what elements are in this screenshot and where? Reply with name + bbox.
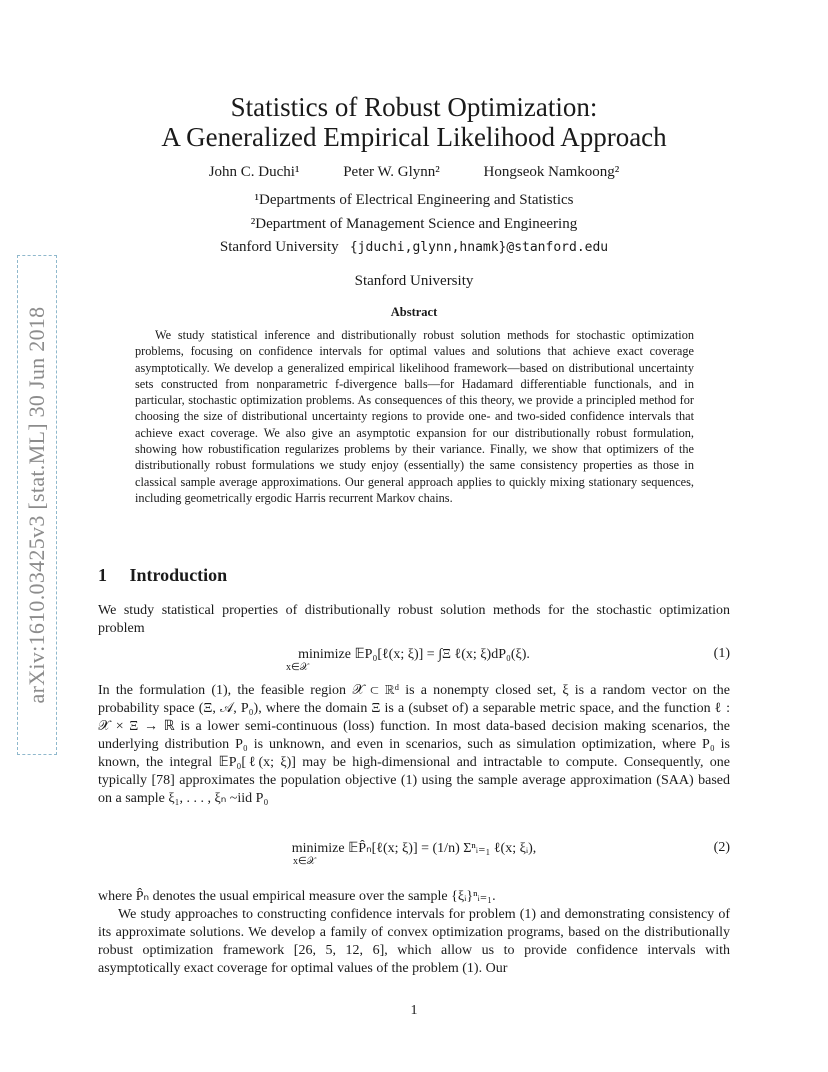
title-line-2: A Generalized Empirical Likelihood Approach (161, 122, 667, 152)
abstract-text: We study statistical inference and distributionally robust solution methods for stochastic optimization problems, focusing on confidence intervals for optimal values and solutions that achieve exact coverage asymptotically. We develop a generalized empirical likelihood framework—based on distributional uncertainty sets constructed from nonparametric f-divergence balls—for Hadamard differentiable functionals, and in particular, stochastic optimization problems. As consequences of this theory, we provide a principled method for choosing the size of distributional uncertainty regions to provide one- and two-sided confidence intervals that achieve exact coverage. We also give an asymptotic expansion for our distributionally robust formulation, showing how robustification regularizes problems by their variance. Finally, we show that optimizers of the distributionally robust formulations we study enjoy (essentially) the same consistency properties as those in classical sample average approximations. Our general approach applies to quickly mixing stationary sequences, including geometrically ergodic Harris recurrent Markov chains. (135, 328, 694, 505)
section-title: Introduction (129, 565, 228, 585)
section-number: 1 (98, 565, 107, 585)
author-2: Peter W. Glynn² (343, 164, 440, 180)
title-line-1: Statistics of Robust Optimization: (230, 92, 598, 122)
affiliation-3 (98, 239, 730, 256)
equation-1-number: (1) (713, 646, 730, 661)
paragraph-4: We study approaches to constructing confidence intervals for problem (1) and demonstrating consistency of its approximate solutions. We develop a family of convex optimization programs, based on the distributionally robust optimization framework [26, 5, 12, 6], which allow us to provide confidence intervals with asymptotically exact coverage for optimal values of the problem (1). Our (98, 907, 730, 976)
abstract-heading: Abstract (390, 305, 438, 319)
institution: Stanford University (354, 273, 474, 289)
equation-2-number: (2) (713, 840, 730, 855)
paragraph-3: where P̂ₙ denotes the usual empirical measure over the sample {ξᵢ}ⁿᵢ₌₁. (98, 889, 496, 904)
equation-1-subscript: x∈𝒳 (286, 662, 309, 673)
author-list (98, 164, 730, 181)
author-3: Hongseok Namkoong² (483, 164, 620, 180)
section-heading (98, 565, 227, 586)
affiliation-3-university: Stanford University (219, 239, 339, 255)
author-emails: {jduchi,glynn,hnamk}@stanford.edu (349, 240, 609, 255)
equation-2 (98, 840, 730, 872)
paragraph-2: In the formulation (1), the feasible region 𝒳 ⊂ ℝᵈ is a nonempty closed set, ξ is a random vector on the probability space (Ξ, 𝒜, P₀), where the domain Ξ is a (subset of) a separable metric space, and the function ℓ : 𝒳 × Ξ → ℝ is a lower semi-continuous (loss) function. In most data-based decision making scenarios, the underlying distribution P₀ is unknown, and even in scenarios, such as simulation optimization, where P₀ is known, the integral 𝔼P₀[ℓ(x; ξ)] may be high-dimensional and intractable to compute. Consequently, one typically [78] approximates the population objective (1) using the sample average approximation (SAA) based on a sample ξ₁, . . . , ξₙ ~iid P₀ (98, 683, 730, 806)
equation-1 (98, 646, 730, 676)
arxiv-identifier: arXiv:1610.03425v3 [stat.ML] 30 Jun 2018 (24, 306, 49, 704)
affiliation-2: ²Department of Management Science and Engineering (250, 216, 578, 232)
equation-1-body: minimize 𝔼P₀[ℓ(x; ξ)] = ∫Ξ ℓ(x; ξ)dP₀(ξ). (298, 647, 530, 662)
equation-2-body: minimize 𝔼P̂ₙ[ℓ(x; ξ)] = (1/n) Σⁿᵢ₌₁ ℓ(x; ξᵢ), (291, 841, 537, 856)
affiliation-1: ¹Departments of Electrical Engineering and Statistics (254, 192, 574, 208)
paper-title (98, 92, 730, 152)
author-1: John C. Duchi¹ (208, 164, 300, 180)
paragraph-1: We study statistical properties of distributionally robust solution methods for the stochastic optimization problem (98, 603, 730, 636)
equation-2-subscript: x∈𝒳 (293, 856, 316, 867)
page-number: 1 (410, 1003, 418, 1018)
